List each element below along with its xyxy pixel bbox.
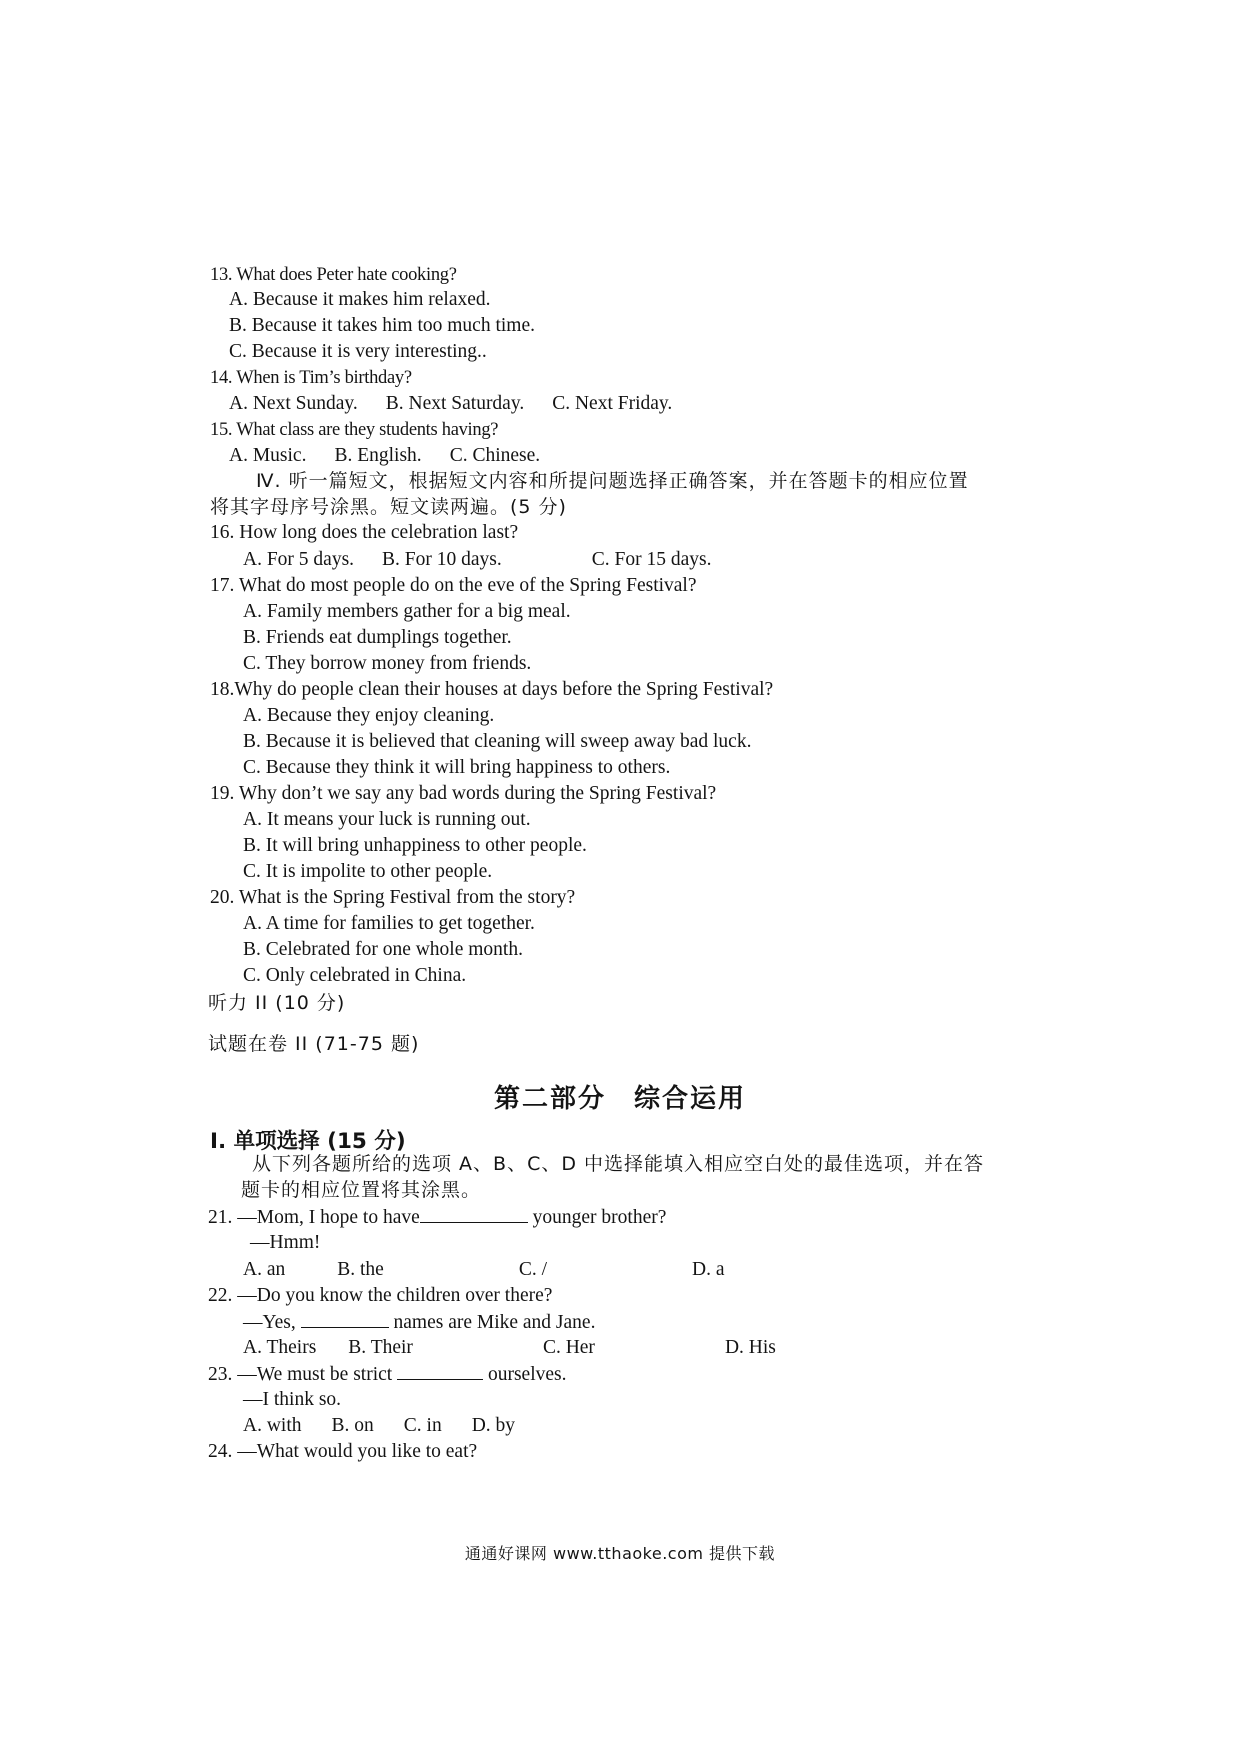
question-17-option-c: C. They borrow money from friends. xyxy=(243,653,532,674)
listening-2-title: 听力 II (10 分) xyxy=(208,992,346,1014)
section-4-instruction-line2: 将其字母序号涂黑。短文读两遍。(5 分) xyxy=(210,496,567,518)
question-23-options xyxy=(243,1413,515,1439)
section-1-instruction-line1: 从下列各题所给的选项 A、B、C、D 中选择能填入相应空白处的最佳选项，并在答 xyxy=(252,1153,985,1175)
question-22-option-b: B. Their xyxy=(348,1337,413,1358)
question-22-reply-before-blank: —Yes, xyxy=(243,1312,296,1333)
question-14-option-c: C. Next Friday. xyxy=(552,393,673,414)
question-20-stem: 20. What is the Spring Festival from the story? xyxy=(210,887,576,908)
question-21-option-d: D. a xyxy=(692,1259,725,1280)
question-23-stem xyxy=(208,1361,566,1388)
question-14-stem: 14. When is Tim’s birthday? xyxy=(210,368,412,388)
question-21-stem xyxy=(208,1204,666,1231)
question-21-option-a: A. an xyxy=(243,1259,286,1280)
question-19-option-b: B. It will bring unhappiness to other people. xyxy=(243,835,587,856)
section-1-instruction-line2: 题卡的相应位置将其涂黑。 xyxy=(241,1179,482,1201)
question-22-option-a: A. Theirs xyxy=(243,1337,317,1358)
question-18-stem: 18.Why do people clean their houses at days before the Spring Festival? xyxy=(210,679,774,700)
question-22-stem: 22. —Do you know the children over there? xyxy=(208,1285,553,1306)
question-16-option-b: B. For 10 days. xyxy=(382,549,502,570)
question-21-stem-after-blank: younger brother? xyxy=(532,1207,667,1228)
question-15-option-b: B. English. xyxy=(334,445,422,466)
question-15-options xyxy=(229,443,540,469)
part-2-title: 第二部分 综合运用 xyxy=(493,1084,746,1114)
question-14-options xyxy=(229,391,672,417)
question-21-reply: —Hmm! xyxy=(250,1232,321,1253)
question-17-option-a: A. Family members gather for a big meal. xyxy=(243,601,571,622)
question-24-stem: 24. —What would you like to eat? xyxy=(208,1441,478,1462)
section-4-instruction-line1: Ⅳ. 听一篇短文，根据短文内容和所提问题选择正确答案，并在答题卡的相应位置 xyxy=(256,470,969,492)
question-21-options xyxy=(243,1257,725,1283)
question-16-option-c: C. For 15 days. xyxy=(591,549,712,570)
answer-blank xyxy=(301,1309,389,1328)
question-21-option-b: B. the xyxy=(337,1259,384,1280)
question-15-stem: 15. What class are they students having? xyxy=(210,420,499,440)
question-18-option-b: B. Because it is believed that cleaning will sweep away bad luck. xyxy=(243,731,752,752)
question-20-option-b: B. Celebrated for one whole month. xyxy=(243,939,523,960)
question-23-stem-before-blank: 23. —We must be strict xyxy=(208,1364,393,1385)
question-20-option-c: C. Only celebrated in China. xyxy=(243,965,467,986)
question-16-option-a: A. For 5 days. xyxy=(243,549,355,570)
question-13-option-a: A. Because it makes him relaxed. xyxy=(229,289,491,310)
question-13-option-b: B. Because it takes him too much time. xyxy=(229,315,535,336)
question-15-option-c: C. Chinese. xyxy=(449,445,541,466)
question-18-option-c: C. Because they think it will bring happiness to others. xyxy=(243,757,671,778)
section-1-title: Ⅰ. 单项选择 (15 分) xyxy=(210,1129,406,1154)
question-18-option-a: A. Because they enjoy cleaning. xyxy=(243,705,495,726)
question-23-option-d: D. by xyxy=(471,1415,516,1436)
question-22-reply xyxy=(243,1309,595,1336)
question-23-option-b: B. on xyxy=(331,1415,374,1436)
answer-blank xyxy=(420,1204,528,1223)
question-13-option-c: C. Because it is very interesting.. xyxy=(229,341,487,362)
question-22-option-d: D. His xyxy=(724,1337,776,1358)
question-19-option-a: A. It means your luck is running out. xyxy=(243,809,531,830)
question-21-stem-before-blank: 21. —Mom, I hope to have xyxy=(208,1207,420,1228)
question-23-option-c: C. in xyxy=(403,1415,442,1436)
question-20-option-a: A. A time for families to get together. xyxy=(243,913,535,934)
question-16-options xyxy=(243,547,711,573)
question-17-option-b: B. Friends eat dumplings together. xyxy=(243,627,512,648)
question-22-option-c: C. Her xyxy=(542,1337,595,1358)
question-14-option-a: A. Next Sunday. xyxy=(229,393,358,414)
listening-2-note: 试题在卷 II (71-75 题) xyxy=(208,1033,420,1055)
question-17-stem: 17. What do most people do on the eve of the Spring Festival? xyxy=(210,575,697,596)
question-22-options xyxy=(243,1335,776,1361)
question-19-stem: 19. Why don’t we say any bad words during the Spring Festival? xyxy=(210,783,717,804)
question-23-option-a: A. with xyxy=(243,1415,302,1436)
question-14-option-b: B. Next Saturday. xyxy=(385,393,525,414)
question-23-stem-after-blank: ourselves. xyxy=(487,1364,567,1385)
question-22-reply-after-blank: names are Mike and Jane. xyxy=(393,1312,596,1333)
question-21-option-c: C. / xyxy=(518,1259,548,1280)
footer-download-note: 通通好课网 www.tthaoke.com 提供下载 xyxy=(464,1544,776,1563)
question-13-stem: 13. What does Peter hate cooking? xyxy=(210,265,457,285)
question-23-reply: —I think so. xyxy=(243,1389,342,1410)
question-15-option-a: A. Music. xyxy=(229,445,307,466)
answer-blank xyxy=(397,1361,483,1380)
question-19-option-c: C. It is impolite to other people. xyxy=(243,861,493,882)
question-16-stem: 16. How long does the celebration last? xyxy=(210,522,519,543)
